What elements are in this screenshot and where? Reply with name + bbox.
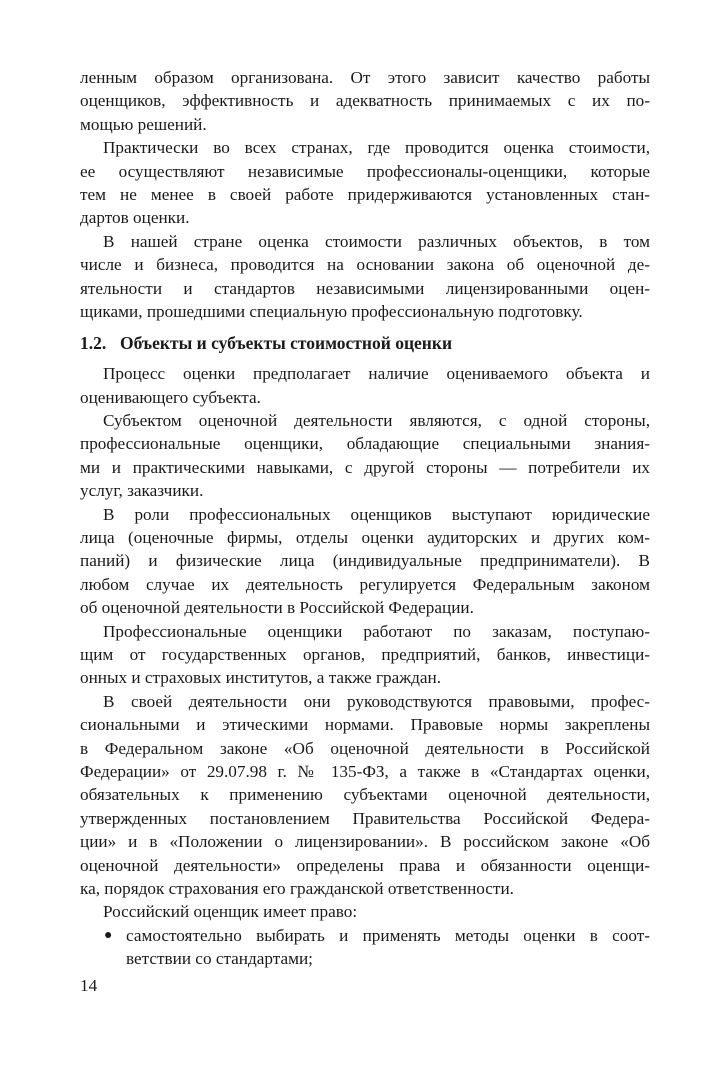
text-line: Процесс оценки предполагает наличие оцениваемого объекта и bbox=[103, 364, 650, 384]
text-line: Российский оценщик имеет право: bbox=[103, 902, 358, 922]
paragraph bbox=[80, 503, 650, 620]
paragraph bbox=[80, 690, 650, 901]
text-line: тем не менее в своей работе придерживаются установленных стан- bbox=[80, 184, 650, 204]
text-line: числе и бизнеса, проводится на основании закона об оценочной де- bbox=[80, 255, 650, 275]
list-item bbox=[80, 924, 650, 947]
text-line: обязательных к применению субъектами оценочной деятельности, bbox=[80, 785, 650, 805]
text-line: ции» и в «Положении о лицензировании». В российском законе «Об bbox=[80, 832, 650, 852]
text-line: В нашей стране оценка стоимости различных объектов, в том bbox=[103, 231, 650, 251]
text-line: об оценочной деятельности в Российской Федерации. bbox=[80, 598, 474, 618]
text-line: услуг, заказчики. bbox=[80, 481, 204, 501]
text-line: утвержденных постановлением Правительства Российской Федера- bbox=[80, 808, 650, 828]
text-line: мощью решений. bbox=[80, 114, 207, 134]
paragraph bbox=[80, 230, 650, 324]
text-line: паний) и физические лица (индивидуальные предприниматели). В bbox=[80, 551, 650, 571]
section-heading bbox=[80, 325, 650, 362]
text-line: любом случае их деятельность регулируется Федеральным законом bbox=[80, 574, 650, 594]
page-body bbox=[80, 66, 650, 970]
bullet-list bbox=[80, 924, 650, 971]
bullet-icon: ● bbox=[104, 927, 113, 943]
page-number: 14 bbox=[80, 976, 98, 995]
text-line: щим от государственных органов, предприятий, банков, инвестици- bbox=[80, 644, 650, 664]
text-line: В своей деятельности они руководствуются правовыми, профес- bbox=[103, 691, 650, 711]
text-line: оценочной деятельности» определены права и обязанности оценщи- bbox=[80, 855, 650, 875]
text-line: оценщиков, эффективность и адекватность принимаемых с их по- bbox=[80, 91, 650, 111]
text-line: сиональными и этическими нормами. Правовые нормы закреплены bbox=[80, 715, 650, 735]
text-line: в Федеральном законе «Об оценочной деятельности в Российской bbox=[80, 738, 650, 758]
text-line: ми и практическими навыками, с другой стороны — потребители их bbox=[80, 457, 650, 477]
paragraph bbox=[80, 136, 650, 230]
text-line: дартов оценки. bbox=[80, 208, 190, 228]
text-line: профессиональные оценщики, обладающие специальными знания- bbox=[80, 434, 650, 454]
section-number: 1.2. bbox=[80, 333, 107, 354]
paragraph bbox=[80, 900, 650, 923]
paragraph bbox=[80, 66, 650, 136]
text-line: Профессиональные оценщики работают по заказам, поступаю- bbox=[103, 621, 650, 641]
text-line: ее осуществляют независимые профессионалы-оценщики, которые bbox=[80, 161, 650, 181]
list-item-text: самостоятельно выбирать и применять методы оценки в соот- bbox=[126, 925, 650, 945]
text-line: ветствии со стандартами; bbox=[126, 949, 313, 969]
section-title: Объекты и субъекты стоимостной оценки bbox=[120, 333, 453, 354]
text-line: ленным образом организована. От этого зависит качество работы bbox=[80, 68, 650, 87]
paragraph bbox=[80, 409, 650, 503]
text-line: щиками, прошедшими специальную профессиональную подготовку. bbox=[80, 301, 583, 321]
text-line: Федерации» от 29.07.98 г. № 135-ФЗ, а также в «Стандартах оценки, bbox=[80, 761, 650, 781]
text-line: оценивающего субъекта. bbox=[80, 387, 261, 407]
text-line: ка, порядок страхования его гражданской ответственности. bbox=[80, 878, 514, 898]
text-line: Субъектом оценочной деятельности являются, с одной стороны, bbox=[103, 411, 650, 431]
paragraph bbox=[80, 362, 650, 409]
text-line: Практически во всех странах, где проводится оценка стоимости, bbox=[103, 138, 650, 158]
text-line: В роли профессиональных оценщиков выступают юридические bbox=[103, 504, 650, 524]
text-line: лица (оценочные фирмы, отделы оценки аудиторских и других ком- bbox=[80, 528, 650, 548]
paragraph bbox=[80, 620, 650, 690]
text-line: ятельности и стандартов независимыми лицензированными оцен- bbox=[80, 278, 650, 298]
text-line: онных и страховых институтов, а также граждан. bbox=[80, 668, 441, 688]
